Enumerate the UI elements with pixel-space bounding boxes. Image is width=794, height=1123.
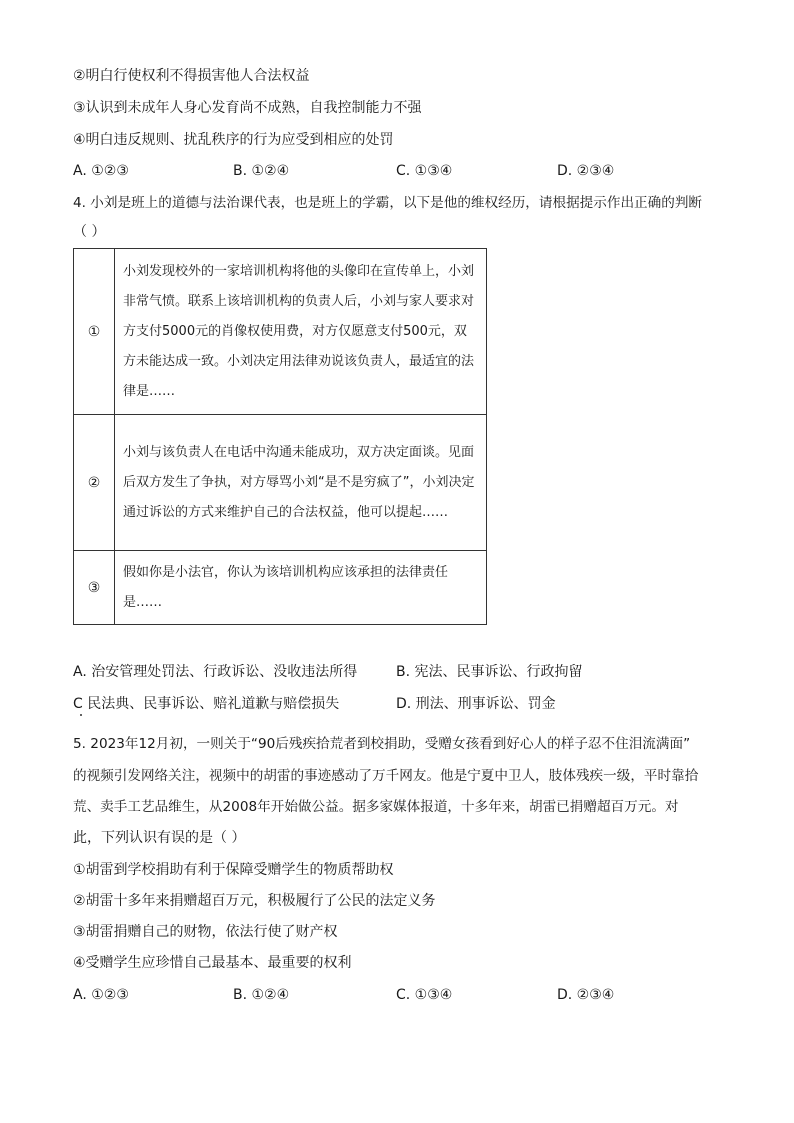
stray-dot	[80, 714, 82, 716]
q5-stem-line: 的视频引发网络关注，视频中的胡雷的事迹感动了万千网友。他是宁夏中卫人，肢体残疾一级，平时靠拾	[73, 768, 699, 784]
q4-answer-blank: （ ）	[73, 224, 106, 240]
table-row	[74, 551, 487, 625]
row-text: 小刘与该负责人在电话中沟通未能成功，双方决定面谈。见面后双方发生了争执，对方辱骂小刘“是不是穷疯了”，小刘决定通过诉讼的方式来维护自己的合法权益，他可以提起……	[115, 415, 487, 551]
q5-statement-2: ②胡雷十多年来捐赠超百万元，积极履行了公民的法定义务	[73, 893, 436, 909]
q4-option-b: B. 宪法、民事诉讼、行政拘留	[396, 664, 583, 680]
q4-option-c: C 民法典、民事诉讼、赔礼道歉与赔偿损失	[73, 696, 340, 712]
row-number: ③	[74, 551, 115, 625]
row-text: 小刘发现校外的一家培训机构将他的头像印在宣传单上，小刘非常气愤。联系上该培训机构的负责人后，小刘与家人要求对方支付5000元的肖像权使用费，对方仅愿意支付500元，双方未能达成一致。小刘决定用法律劝说该负责人，最适宜的法律是……	[115, 249, 487, 415]
q4-stem: 4. 小刘是班上的道德与法治课代表，也是班上的学霸，以下是他的维权经历，请根据提示作出正确的判断	[73, 195, 703, 211]
statement-2: ②明白行使权利不得损害他人合法权益	[73, 68, 310, 84]
q5-stem-line: 此，下列认识有误的是（ ）	[73, 830, 246, 846]
row-text: 假如你是小法官，你认为该培训机构应该承担的法律责任是……	[115, 551, 487, 625]
q5-option-a: A. ①②③	[73, 987, 129, 1003]
q5-stem-line: 荒、卖手工艺品维生，从2008年开始做公益。据多家媒体报道，十多年来，胡雷已捐赠超百万元。对	[73, 799, 679, 815]
row-number: ②	[74, 415, 115, 551]
table-row	[74, 249, 487, 415]
q5-statement-4: ④受赠学生应珍惜自己最基本、最重要的权利	[73, 955, 352, 971]
q5-statement-1: ①胡雷到学校捐助有利于保障受赠学生的物质帮助权	[73, 862, 394, 878]
q4-case-table	[73, 248, 487, 625]
q3-option-d: D. ②③④	[557, 163, 615, 179]
q4-option-a: A. 治安管理处罚法、行政诉讼、没收违法所得	[73, 664, 358, 680]
table-row	[74, 415, 487, 551]
q3-option-b: B. ①②④	[233, 163, 290, 179]
statement-4: ④明白违反规则、扰乱秩序的行为应受到相应的处罚	[73, 132, 394, 148]
q4-option-d: D. 刑法、刑事诉讼、罚金	[396, 696, 556, 712]
statement-3: ③认识到未成年人身心发育尚不成熟，自我控制能力不强	[73, 100, 422, 116]
q3-option-c: C. ①③④	[396, 163, 453, 179]
row-number: ①	[74, 249, 115, 415]
q5-stem-line: 5. 2023年12月初，一则关于“90后残疾拾荒者到校捐助，受赠女孩看到好心人的样子忍不住泪流满面”	[73, 736, 691, 752]
q5-option-d: D. ②③④	[557, 987, 615, 1003]
q3-option-a: A. ①②③	[73, 163, 129, 179]
q5-option-c: C. ①③④	[396, 987, 453, 1003]
q5-statement-3: ③胡雷捐赠自己的财物，依法行使了财产权	[73, 924, 338, 940]
q5-option-b: B. ①②④	[233, 987, 290, 1003]
